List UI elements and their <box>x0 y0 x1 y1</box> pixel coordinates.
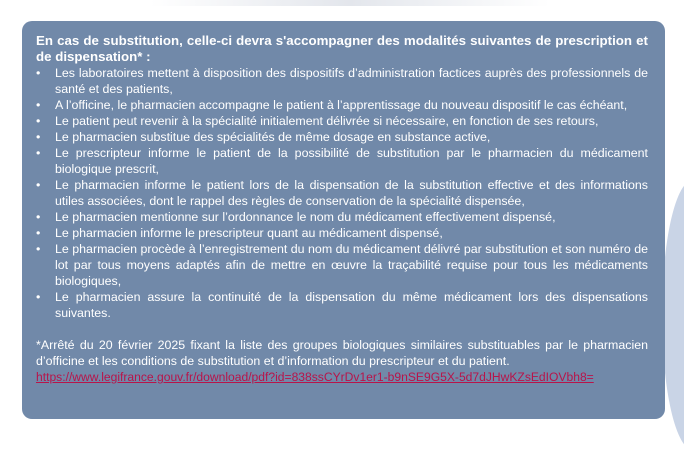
bullet-icon: • <box>36 98 41 112</box>
bullet-icon: • <box>36 178 41 192</box>
bullet-icon: • <box>36 210 41 224</box>
bullet-icon: • <box>36 130 41 144</box>
list-item-text: Le patient peut revenir à la spécialité initialement délivrée si nécessaire, en fonction de ses retours, <box>55 114 599 128</box>
bullet-list <box>36 65 648 321</box>
list-item <box>36 209 648 225</box>
card-heading: En cas de substitution, celle-ci devra s'accompagner des modalités suivantes de prescription et de dispensation* : <box>36 33 648 64</box>
list-item-text: Les laboratoires mettent à disposition des dispositifs d’administration factices auprès des professionnels de santé et des patients, <box>55 66 648 96</box>
list-item-text: A l’officine, le pharmacien accompagne le patient à l’apprentissage du nouveau dispositif le cas échéant, <box>55 98 628 112</box>
footnote: *Arrêté du 20 février 2025 fixant la liste des groupes biologiques similaires substituables par le pharmacien d’officine et les conditions de substitution et d’information du prescripteur et du patient. <box>36 338 648 368</box>
list-item <box>36 65 648 97</box>
list-item <box>36 97 648 113</box>
top-decoration <box>150 0 550 6</box>
list-item-text: Le prescripteur informe le patient de la possibilité de substitution par le pharmacien du médicament biologique prescrit, <box>55 146 648 176</box>
bullet-icon: • <box>36 146 41 160</box>
spacer <box>36 321 648 337</box>
list-item-text: Le pharmacien mentionne sur l’ordonnance le nom du médicament effectivement dispensé, <box>55 210 556 224</box>
info-card <box>22 21 665 419</box>
list-item <box>36 241 648 289</box>
legifrance-link[interactable]: https://www.legifrance.gouv.fr/download/pdf?id=838ssCYrDv1er1-b9nSE9G5X-5d7dJHwKZsEdIOVbh8= <box>36 370 594 384</box>
list-item-text: Le pharmacien procède à l’enregistrement du nom du médicament délivré par substitution et son numéro de lot par tous moyens adaptés afin de mettre en œuvre la traçabilité requise pour tous les médicaments biologiques, <box>55 242 648 288</box>
list-item-text: Le pharmacien informe le prescripteur quant au médicament dispensé, <box>55 226 443 240</box>
list-item <box>36 289 648 321</box>
bullet-icon: • <box>36 66 41 80</box>
list-item-text: Le pharmacien substitue des spécialités de même dosage en substance active, <box>55 130 491 144</box>
bullet-icon: • <box>36 242 41 256</box>
list-item <box>36 177 648 209</box>
list-item-text: Le pharmacien assure la continuité de la dispensation du même médicament lors des dispensations suivantes. <box>55 290 648 320</box>
list-item <box>36 225 648 241</box>
list-item-text: Le pharmacien informe le patient lors de la dispensation de la substitution effective et des informations utiles associées, dont le rappel des règles de conservation de la spécialité dispensée, <box>55 178 648 208</box>
bullet-icon: • <box>36 290 41 304</box>
bullet-icon: • <box>36 226 41 240</box>
list-item <box>36 129 648 145</box>
bullet-icon: • <box>36 114 41 128</box>
list-item <box>36 113 648 129</box>
list-item <box>36 145 648 177</box>
right-decoration <box>662 180 684 450</box>
